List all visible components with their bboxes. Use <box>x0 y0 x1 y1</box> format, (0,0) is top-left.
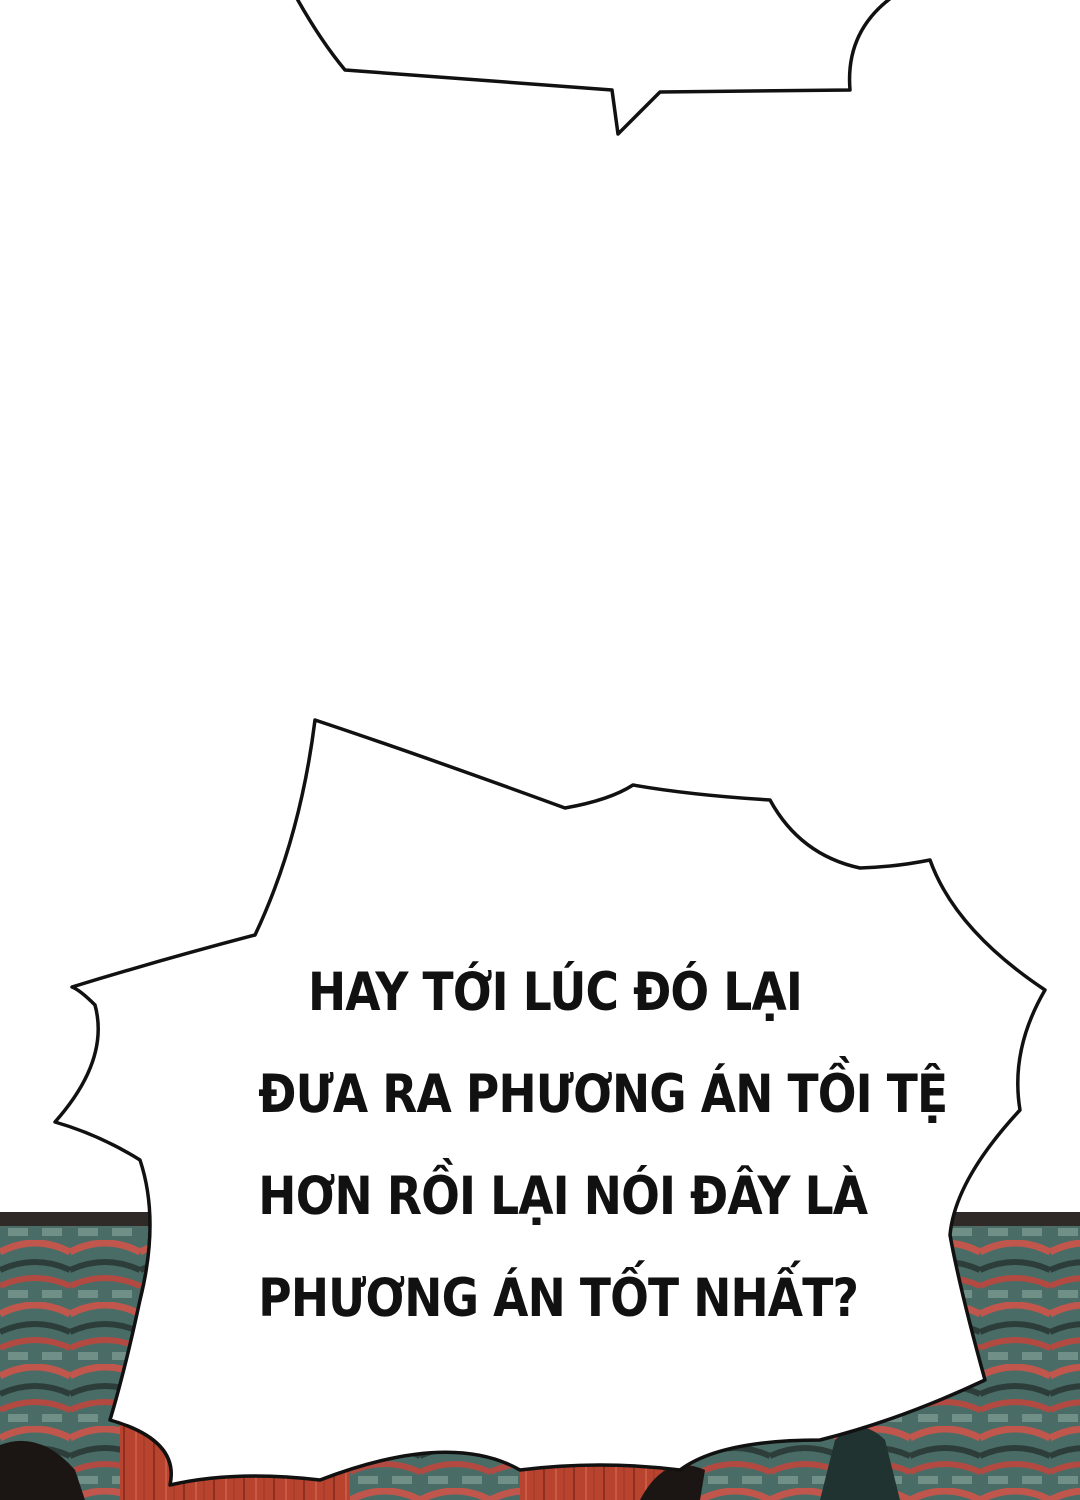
dialogue-line-3: HƠN RỒI LẠI NÓI ĐÂY LÀ <box>258 1166 868 1227</box>
dialogue-line-2: ĐƯA RA PHƯƠNG ÁN TỒI TỆ <box>258 1064 948 1125</box>
dialogue-line-1: HAY TỚI LÚC ĐÓ LẠI <box>307 962 803 1023</box>
speech-bubble-top <box>295 0 895 134</box>
dialogue-line-4: PHƯƠNG ÁN TỐT NHẤT? <box>258 1268 859 1329</box>
speech-bubble-text <box>258 942 948 1350</box>
